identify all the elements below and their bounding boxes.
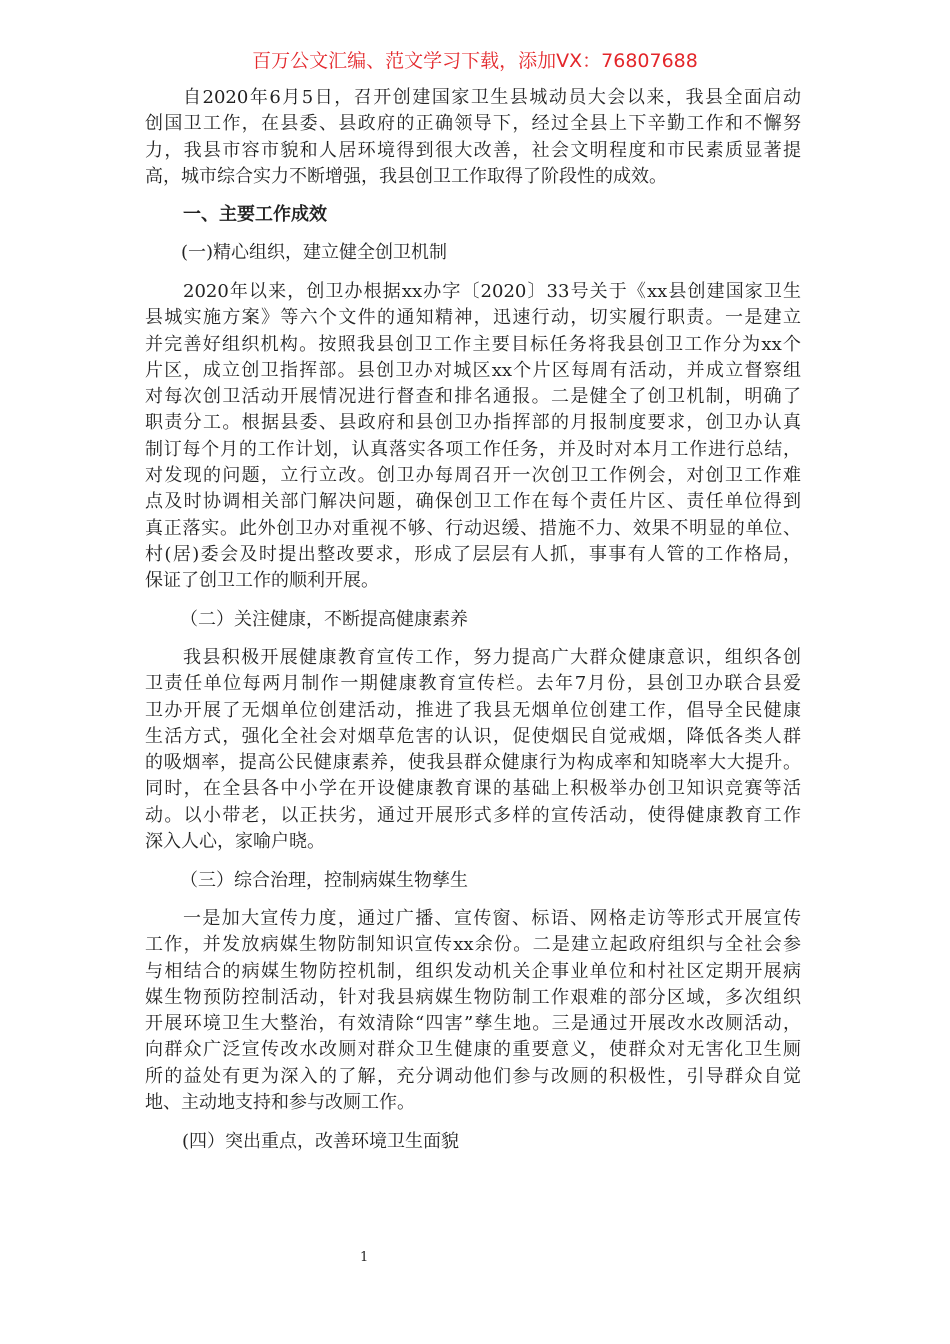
text-line: 卫办开展了无烟单位创建活动，推进了我县无烟单位创建工作，倡导全民健康: [145, 699, 801, 721]
text-line: 片区，成立创卫指挥部。县创卫办对城区xx个片区每周有活动，并成立督察组: [145, 359, 801, 381]
text-line: 县城实施方案》等六个文件的通知精神，迅速行动，切实履行职责。一是建立: [145, 307, 801, 329]
intro-paragraph: [145, 85, 801, 190]
text-line: 媒生物预防控制活动，针对我县病媒生物防制工作艰难的部分区域，多次组织: [145, 986, 801, 1008]
text-line: 保证了创卫工作的顺利开展。: [145, 570, 379, 592]
text-line: 对发现的问题，立行立改。创卫办每周召开一次创卫工作例会，对创卫工作难: [145, 465, 801, 487]
subheading-1: (一)精心组织，建立健全创卫机制: [181, 242, 448, 263]
text-line: 点及时协调相关部门解决问题，确保创卫工作在每个责任片区、责任单位得到: [145, 491, 801, 513]
paragraph-vector-control: [145, 906, 801, 1116]
text-line: 所的益处有更为深入的了解，充分调动他们参与改厕的积极性，引导群众自觉: [145, 1065, 801, 1087]
text-line: 对每次创卫活动开展情况进行督查和排名通报。二是健全了创卫机制，明确了: [145, 386, 801, 408]
text-line: 村(居)委会及时提出整改要求，形成了层层有人抓，事事有人管的工作格局，: [145, 543, 801, 565]
text-line: 力，我县市容市貌和人居环境得到很大改善，社会文明程度和市民素质显著提: [145, 139, 801, 161]
text-line: 动。以小带老，以正扶劣，通过开展形式多样的宣传活动，使得健康教育工作: [145, 804, 801, 826]
subheading-2: （二）关注健康，不断提高健康素养: [180, 609, 468, 630]
text-line: 高，城市综合实力不断增强，我县创卫工作取得了阶段性的成效。: [145, 165, 667, 187]
text-line: 2020年以来，创卫办根据xx办字〔2020〕33号关于《xx县创建国家卫生: [183, 281, 801, 302]
section-heading: 一、主要工作成效: [183, 204, 327, 225]
text-line: 我县积极开展健康教育宣传工作，努力提高广大群众健康意识，组织各创: [183, 647, 801, 668]
text-line: 卫责任单位每两月制作一期健康教育宣传栏。去年7月份，县创卫办联合县爱: [145, 673, 801, 695]
text-line: 制订每个月的工作计划，认真落实各项工作任务，并及时对本月工作进行总结，: [145, 438, 801, 460]
subheading-3: （三）综合治理，控制病媒生物孳生: [180, 870, 468, 891]
text-line: 并完善好组织机构。按照我县创卫工作主要目标任务将我县创卫工作分为xx个: [145, 333, 801, 355]
watermark-banner: 百万公文汇编、范文学习下载，添加VX：76807688: [252, 50, 698, 72]
paragraph-organization: [145, 279, 801, 595]
paragraph-health: [145, 645, 801, 855]
text-line: 生活方式，强化全社会对烟草危害的认识，促使烟民自觉戒烟，降低各类人群: [145, 725, 801, 747]
text-line: 深入人心，家喻户晓。: [145, 831, 325, 853]
text-line: 创国卫工作，在县委、县政府的正确领导下，经过全县上下辛勤工作和不懈努: [145, 113, 801, 135]
text-line: 一是加大宣传力度，通过广播、宣传窗、标语、网格走访等形式开展宣传: [183, 908, 801, 929]
text-line: 真正落实。此外创卫办对重视不够、行动迟缓、措施不力、效果不明显的单位、: [145, 517, 801, 539]
text-line: 的吸烟率，提高公民健康素养，使我县群众健康行为构成率和知晓率大大提升。: [145, 752, 801, 774]
text-line: 自2020年6月5日，召开创建国家卫生县城动员大会以来，我县全面启动: [183, 87, 801, 108]
text-line: 地、主动地支持和参与改厕工作。: [145, 1092, 415, 1114]
text-line: 向群众广泛宣传改水改厕对群众卫生健康的重要意义，使群众对无害化卫生厕: [145, 1039, 801, 1061]
text-line: 工作，并发放病媒生物防制知识宣传xx余份。二是建立起政府组织与全社会参: [145, 934, 801, 956]
text-line: 同时，在全县各中小学在开设健康教育课的基础上积极举办创卫知识竞赛等活: [145, 778, 801, 800]
text-line: 与相结合的病媒生物防控机制，组织发动机关企事业单位和村社区定期开展病: [145, 960, 801, 982]
page-number: 1: [360, 1250, 369, 1265]
text-line: 职责分工。根据县委、县政府和县创卫办指挥部的月报制度要求，创卫办认真: [145, 412, 801, 434]
subheading-4: (四）突出重点，改善环境卫生面貌: [182, 1131, 460, 1152]
text-line: 开展环境卫生大整治，有效清除“四害”孳生地。三是通过开展改水改厕活动，: [145, 1013, 801, 1035]
